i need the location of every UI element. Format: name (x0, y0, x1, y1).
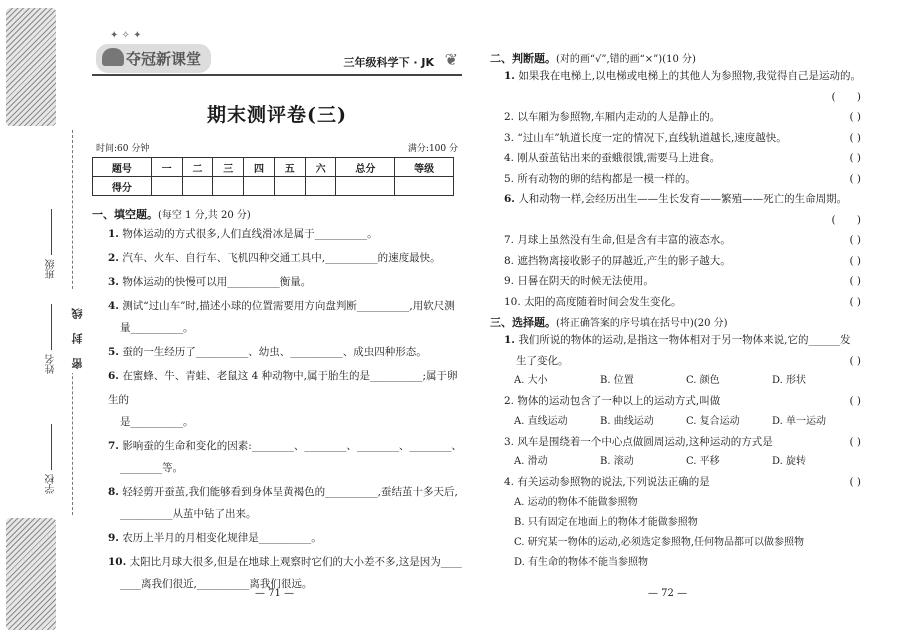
answer-parens[interactable]: ( ) (849, 354, 861, 367)
fill-question: 9. 农历上半月的月相变化规律是__________。 (108, 532, 322, 544)
school-field: 学校 (44, 420, 59, 494)
answer-parens[interactable]: ( ) (849, 435, 861, 448)
exam-time: 时间:60 分钟 (96, 144, 150, 154)
option-b[interactable]: B. 曲线运动 (600, 415, 654, 427)
fill-question-continuation: ________等。 (120, 462, 183, 474)
option-c[interactable]: C. 平移 (686, 456, 720, 467)
class-field: 班级 (44, 205, 59, 279)
answer-parens[interactable]: ( ) (849, 131, 861, 144)
answer-parens[interactable]: ( ) (849, 172, 861, 185)
answer-parens[interactable]: ( ) (849, 275, 861, 287)
answer-parens[interactable]: ( ) (849, 152, 861, 164)
judge-question: 3. “过山车”轨道长度一定的情况下,直线轨道越长,速度越快。 ( ) (490, 128, 875, 149)
answer-parens[interactable]: ( ) (849, 476, 861, 488)
fill-question-continuation: ____离我们很近,__________离我们很远。 (120, 578, 313, 590)
fill-question: 3. 物体运动的快慢可以用__________衡量。 (108, 276, 312, 288)
option-d[interactable]: D. 旋转 (772, 456, 807, 467)
page-number-right: — 72 — (648, 588, 688, 599)
choice-question: 3. 风车是围绕着一个中心点做圆周运动,这种运动的方式是 ( ) (490, 432, 875, 453)
option-a[interactable]: A. 大小 (514, 375, 548, 386)
score-row-label: 得分 (93, 177, 152, 196)
score-cell[interactable] (182, 177, 213, 196)
option-a[interactable]: A. 运动的物体不能做参照物 (514, 496, 638, 508)
exam-meta (92, 141, 462, 154)
option-a[interactable]: A. 直线运动 (514, 415, 568, 427)
score-header-cell: 一 (151, 158, 182, 177)
grade-tag: 三年级科学下 · JK (343, 56, 434, 69)
section1-heading: 一、填空题。(每空 1 分,共 20 分) (92, 208, 251, 221)
option-d[interactable]: D. 单一运动 (772, 415, 827, 427)
score-header-cell: 五 (274, 158, 305, 177)
score-table-score-row (93, 177, 454, 196)
fill-question: 8. 轻轻剪开蚕茧,我们能够看到身体呈黄褐色的__________,蚕结茧十多天后, (108, 486, 458, 498)
punch-hole-top (6, 8, 56, 126)
score-header-cell: 六 (305, 158, 336, 177)
choice-options (490, 371, 875, 391)
answer-parens[interactable]: ( ) (849, 395, 861, 407)
page-header (92, 30, 462, 76)
judge-question: 2. 以车厢为参照物,车厢内走动的人是静止的。 ( ) (490, 107, 875, 128)
punch-hole-bottom (6, 518, 56, 630)
option-c[interactable]: C. 研究某一物体的运动,必须选定参照物,任何物品都可以做参照物 (514, 536, 805, 548)
section3-heading: 三、选择题。(将正确答案的序号填在括号中)(20 分) (490, 316, 728, 329)
score-header-cell: 题号 (93, 158, 152, 177)
judge-question: 8. 遮挡物离接收影子的屏越近,产生的影子越大。 ( ) (490, 251, 875, 272)
option-c[interactable]: C. 复合运动 (686, 415, 740, 427)
option-c[interactable]: C. 颜色 (686, 375, 720, 386)
score-cell[interactable] (274, 177, 305, 196)
choice-question: 4. 有关运动参照物的说法,下列说法正确的是 ( ) (490, 472, 875, 493)
left-page (92, 30, 462, 596)
fill-question: 7. 影响蚕的生命和变化的因素:________、________、________、________、 (108, 440, 462, 452)
judge-question: 1. 如果我在电梯上,以电梯或电梯上的其他人为参照物,我觉得自己是运动的。 (504, 70, 861, 82)
option-b[interactable]: B. 位置 (600, 375, 634, 386)
score-cell[interactable] (395, 177, 454, 196)
page-title: 期末测评卷(三) (207, 104, 347, 126)
fill-question-continuation: 是__________。 (120, 416, 194, 428)
score-header-cell: 二 (182, 158, 213, 177)
book-icon (102, 48, 124, 66)
fill-question: 6. 在蜜蜂、牛、青蛙、老鼠这 4 种动物中,属于胎生的是__________;属于卵生的 (108, 370, 458, 406)
score-header-cell: 四 (244, 158, 275, 177)
score-cell[interactable] (213, 177, 244, 196)
score-table-header-row (93, 158, 454, 177)
option-b[interactable]: B. 滚动 (600, 456, 634, 467)
name-field: 姓名 (44, 300, 59, 374)
answer-parens[interactable]: ( ) (831, 90, 861, 103)
score-header-cell: 三 (213, 158, 244, 177)
choice-question: 1. 我们所说的物体的运动,是指这一物体相对于另一物体来说,它的______发 (504, 334, 851, 346)
answer-parens[interactable]: ( ) (849, 111, 861, 123)
judge-question: 10. 太阳的高度随着时间会发生变化。 ( ) (490, 292, 875, 313)
judge-question: 5. 所有动物的卵的结构都是一模一样的。 ( ) (490, 169, 875, 190)
exam-full-score: 满分:100 分 (407, 144, 458, 154)
fill-question: 2. 汽车、火车、自行车、飞机四种交通工具中,__________的速度最快。 (108, 252, 441, 264)
score-cell[interactable] (244, 177, 275, 196)
answer-parens[interactable]: ( ) (831, 213, 861, 226)
fill-question-continuation: __________从茧中钻了出来。 (120, 508, 257, 520)
fill-question-continuation: 量__________。 (120, 322, 194, 334)
fill-question: 10. 太阳比月球大很多,但是在地球上观察时它们的大小差不多,这是因为____ (108, 556, 462, 568)
score-cell[interactable] (151, 177, 182, 196)
option-a[interactable]: A. 滑动 (514, 456, 548, 467)
score-cell[interactable] (336, 177, 395, 196)
judge-question: 4. 刚从蚕茧钻出来的蚕蛾很饿,需要马上进食。 ( ) (490, 148, 875, 169)
option-d[interactable]: D. 有生命的物体不能当参照物 (514, 556, 649, 568)
judge-question: 6. 人和动物一样,会经历出生——生长发育——繁殖——死亡的生命周期。 (504, 193, 848, 205)
choice-options (490, 452, 875, 472)
sprig-icon: ❦ (444, 50, 458, 69)
fill-question: 5. 蚕的一生经历了__________、幼虫、__________、成虫四种形态。 (108, 346, 427, 358)
judge-question: 9. 日晷在阴天的时候无法使用。 ( ) (490, 271, 875, 292)
answer-parens[interactable]: ( ) (849, 234, 861, 246)
brand-name: 夺冠新课堂 (126, 50, 202, 68)
fill-question: 4. 测试“过山车”时,描述小球的位置需要用方向盘判断__________,用软尺测 (108, 300, 455, 312)
choice-options (490, 412, 875, 432)
score-cell[interactable] (305, 177, 336, 196)
judge-question: 7. 月球上虽然没有生命,但是含有丰富的液态水。 ( ) (490, 230, 875, 251)
option-d[interactable]: D. 形状 (772, 375, 807, 386)
seal-text: 密封线 (70, 290, 86, 373)
binding-strip (0, 0, 82, 637)
answer-parens[interactable]: ( ) (849, 295, 861, 308)
choice-question-continuation: 生了变化。 ( ) (490, 351, 875, 372)
stars-icon: ✦ ✧ ✦ (110, 30, 142, 41)
right-page (490, 50, 875, 573)
fill-question: 1. 物体运动的方式很多,人们直线滑冰是属于__________。 (108, 228, 378, 240)
section2-heading: 二、判断题。(对的画“√”,错的画“×”)(10 分) (490, 52, 696, 65)
choice-question: 2. 物体的运动包含了一种以上的运动方式,叫做 ( ) (490, 391, 875, 412)
score-header-cell: 总分 (336, 158, 395, 177)
score-table (92, 157, 454, 196)
score-header-cell: 等级 (395, 158, 454, 177)
brand-logo (96, 44, 211, 73)
page-number-left: — 71 — (255, 588, 295, 599)
option-b[interactable]: B. 只有固定在地面上的物体才能做参照物 (514, 516, 698, 528)
answer-parens[interactable]: ( ) (849, 254, 861, 267)
